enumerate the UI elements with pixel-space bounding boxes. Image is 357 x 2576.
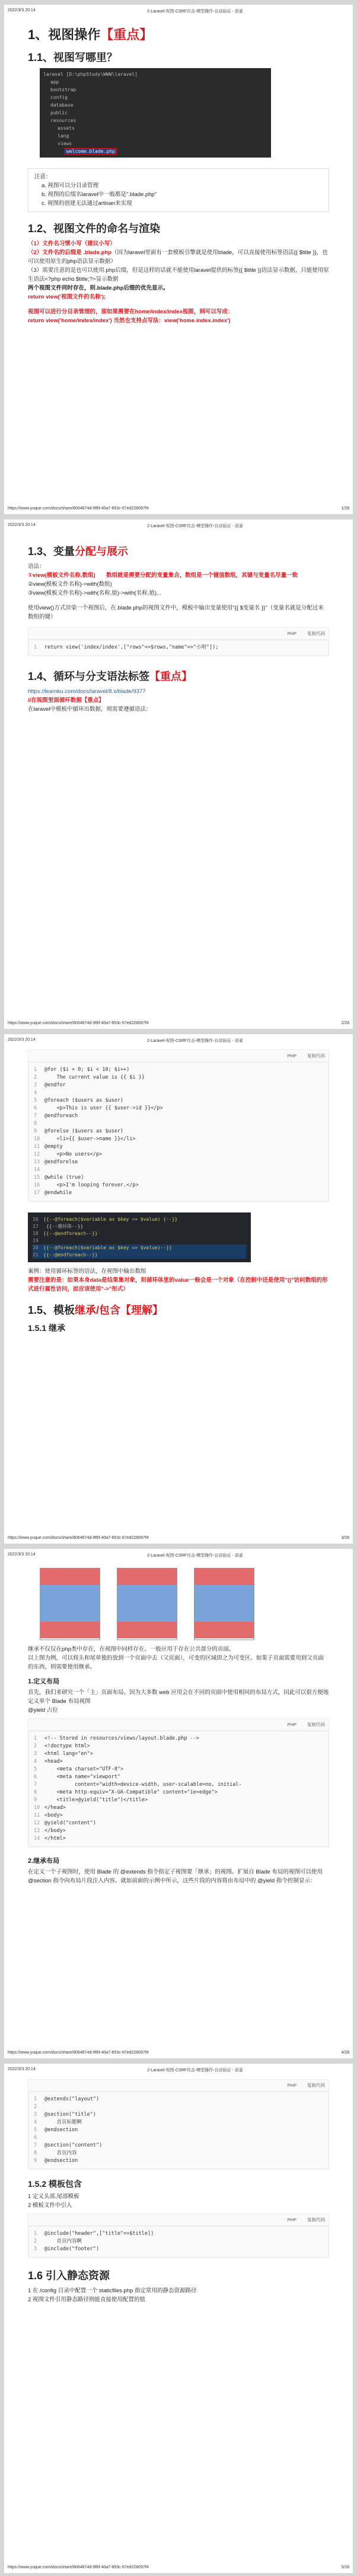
doc-page-3: 2022/3/3 20:14 2-Laravel-视图-CSRF攻击-模型操作-自动验证 - 语雀 PHP 复制代码 1 @for ($i = 0; $i < 10; $i++) 2 The current value is {{ $i }} 3 @endfor 4 5 @foreach ($users as $user) 6 <p>This is user {{ $user->id }}</p> 7 @endforeach 8 9 @forelse ($users as $user) 10 <li>{{ $user->name }}</li> 11 @empty 12 <p>No users</p> 13 @endforelse 14 15 @while (true) 16 <p>I'm looping forever.</p> 17 @endwhile 16 {{--@foreach($variable as $key => $value) {--}} 17 {{--循环体--}} 18 {{--@endforeach--}} 19 20 {{--@foreach($variable as $key => $value)--}} 21 {{--@endforeach--}} 案例：使用循环标签的语法，在视图中输出数组 需要注意的是：如果本身data是结果集对象，则循环体里的value一般会是一个对象（在控制中还是使用"()"访问数组的形式进行属性访问，而应该使用"->"形式） 1.5、模板继承/包含【理解】 1.5.1 继承 https://www.yuque.com/docs/share/8064874d-9f6f-40a7-853c-67ed228097f# 3/28 <box>4 1034 353 1544</box>
code-line: 12 @yield("content") <box>34 1820 96 1826</box>
subsection-title: 1.3、变量分配与展示 <box>28 546 129 557</box>
layout-diagram <box>28 1568 329 1645</box>
code-line: 7 @endforeach <box>34 1113 78 1119</box>
code-line: 14 </html> <box>34 1836 66 1842</box>
code-line: 6 <box>34 2135 37 2141</box>
note-box: 注意： a. 视图可以分目录管理 b. 视图的后缀名laravel中一般都是".blade.php" c. 视图的创建无法通过artisan来实现 <box>28 168 329 212</box>
code-block: PHP 复制代码 1 return view('index/index',["rows"=>$rows,"name"=>"小明"]); <box>28 627 329 656</box>
page-footer: https://www.yuque.com/docs/share/8064874d-9f6f-40a7-853c-67ed228097f# 1/28 <box>8 506 349 511</box>
docs-link[interactable]: https://learnku.com/docs/laravel/8.x/blade/9377 <box>28 688 146 695</box>
code-line: 13 @endforelse <box>34 1159 78 1165</box>
page-footer: https://www.yuque.com/docs/share/8064874d-9f6f-40a7-853c-67ed228097f# 2/28 <box>8 1021 349 1025</box>
code-block: PHP 复制代码 1 @extends("layout") 2 3 @section("title") 4 首页标题啊 5 @endsection 6 7 @section("content") 8 首页内容 9 @endsection <box>28 2079 329 2170</box>
code-line: 5 @foreach ($users as $user) <box>34 1098 124 1103</box>
code-line: 10 </head> <box>34 1805 66 1811</box>
code-line: 14 <box>34 1167 40 1173</box>
copy-code-button[interactable]: 复制代码 <box>307 631 325 636</box>
doc-page-5: 2022/3/3 20:14 2-Laravel-视图-CSRF攻击-模型操作-自动验证 - 语雀 PHP 复制代码 1 @extends("layout") 2 3 @section("title") 4 首页标题啊 5 @endsection 6 7 @section("content") 8 首页内容 9 @endsection 1.5.2 模板包含 1 定义头部,尾部模板 2 模板文件中引入 PHP 复制代码 1 @include("header",["title"=>$title]) 2 首页内容啊 3 @include("footer") 1.6 引入静态资源 1 在 /config 目录中配置一个 staticfiles.php 指定常用的静态资源路径 2 视图文件引用静态路径则能直接使用配置的值 https://www.yuque.com/docs/share/8064874d-9f6f-40a7-853c-67ed228097f# 5/28 <box>4 2064 353 2573</box>
code-line: 2 <box>34 2104 37 2110</box>
doc-page-1: 2022/3/3 20:14 2-Laravel-视图-CSRF攻击-模型操作-自动验证 - 语雀 1、视图操作【重点】 1.1、视图写哪里？ laravel [D:\phpStudy\WWW\laravel] app bootstrap config database public resources assets lang views welcome.blade.php 注意： a. 视图可以分目录管理 b. 视图的后缀名laravel中一般都是".blade.php" c. 视图的创建无法通过artisan来实现 1.2、视图文件的命名与渲染 （1）文件名习惯小写（建议小写） （2）文件名的后缀是 .blade.php（因为laravel里面有一套模板引擎就是使用blade，可以直接使用标签语法{{ $title }}，也可以使用原生的php语法显示数据） （3）需要注意的是也可以使用.php后缀，但是这样的话就不能使用laravel提供的标签{{ $title }}语法显示数据，只能使用原生语法<?php echo $title;?>显示数据 两个视图文件同时存在，则.blade.php后缀的优先显示。 return view('视图文件的名称'); 视图可以进行分目录管理的，那如果需要在home/index/index视图，则可以写成： return view('home/index/index') 当然也支持点写法：view('home.index.index') https://www.yuque.com/docs/share/8064874d-9f6f-40a7-853c-67ed228097f# 1/28 <box>4 5 353 514</box>
code-line: 3 @section("title") <box>34 2112 96 2118</box>
doc-page-2: 2022/3/3 20:14 2-Laravel-视图-CSRF攻击-模型操作-自动验证 - 语雀 1.3、变量分配与展示 语法： ①view(模板文件名称,数组) 数组就是需要分配的变量集合，数组是一个键值数组，其键与变量名尽量一致 ②view(模板文件名称)->with(数组) ③view(模板文件名称)->with(名称,值)->with(名称,值)... 使用view()方式渲染一个视图后，在.blade.php的视图文件中，模板中输出变量使用"{{ $变量名 }}"（变量名就是分配过来数组的键） PHP 复制代码 1 return view('index/index',["rows"=>$rows,"name"=>"小明"]); 1.4、循环与分支语法标签【重点】 https://learnku.com/docs/laravel/8.x/blade/9377 //在视图里面循环数据【重点】 在laravel中模板中循环出数据，则需要遵循语法： https://www.yuque.com/docs/share/8064874d-9f6f-40a7-853c-67ed228097f# 2/28 <box>4 519 353 1029</box>
subsection-title: 1.5、模板继承/包含【理解】 <box>28 1304 164 1316</box>
code-line: 8 <box>34 1121 37 1127</box>
code-line: 9 @endsection <box>34 2158 78 2164</box>
code-line: 1 @include("header",["title"=>$title]) <box>34 2231 154 2237</box>
code-line: 1 @extends("layout") <box>34 2096 100 2102</box>
code-line: 12 <p>No users</p> <box>34 1151 103 1157</box>
page-footer: https://www.yuque.com/docs/share/8064874d-9f6f-40a7-853c-67ed228097f# 3/28 <box>8 1536 349 1540</box>
code-block: PHP 复制代码 1 <!-- Stored in resources/views/layout.blade.php --> 2 <!doctype html> 3 <html lang="en"> 4 <head> 5 <meta charset="UTF-8"> 6 <meta name="viewport" 7 content="width=device-width, user-scalable=no, initial- 8 <meta http-equiv="X-UA-Compatible" content="ie=edge"> 9 <title>@yield("title")</title> 10 </head> 11 <body> 12 @yield("content") 13 </body> 14 </html> <box>28 1718 329 1847</box>
code-line: 11 @empty <box>34 1144 63 1150</box>
code-line: 13 </body> <box>34 1828 66 1834</box>
code-line: 9 @forelse ($users as $user) <box>34 1128 124 1134</box>
code-line: 3 @endfor <box>34 1082 66 1088</box>
code-line: 1 <!-- Stored in resources/views/layout.blade.php --> <box>34 1735 199 1741</box>
code-line: 4 首页标题啊 <box>34 2119 82 2125</box>
code-line: 11 <body> <box>34 1812 63 1818</box>
copy-code-button[interactable]: 复制代码 <box>307 1053 325 1058</box>
doc-page-4: 2022/3/3 20:14 2-Laravel-视图-CSRF攻击-模型操作-自动验证 - 语雀 继承不仅仅在php类中存在，在视图中同样存在。一般应用于存在公共部分的页面。 以上图为例，可以将头和尾单独的放到一个页面中去（父页面），可变的区域即之为可变区。如果子页面需要用到父页面的东西，则需要使用继承。 1.定义布局 首先，我们来研究一个「主」页面布局。因为大多数 web 应用会在不同的页面中使用相同的布局方式，因此可以很方便地定义单个 Blade 布局视图 @yield 占位 PHP 复制代码 1 <!-- Stored in resources/views/layout.blade.php --> 2 <!doctype html> 3 <html lang="en"> 4 <head> 5 <meta charset="UTF-8"> 6 <meta name="viewport" 7 content="width=device-width, user-scalable=no, initial- 8 <meta http-equiv="X-UA-Compatible" content="ie=edge"> 9 <title>@yield("title")</title> 10 </head> 11 <body> 12 @yield("content") 13 </body> 14 </html> 2.继承布局 在定义一个子视图时，使用 Blade 的 @extends 指令指定子视图要「继承」的视图。扩展自 Blade 布局的视图可以使用 @section 指令向布局片段注入内容。就如前面的示例中所示，这些片段的内容将由布局中的 @yield 指令控制显示： https://www.yuque.com/docs/share/8064874d-9f6f-40a7-853c-67ed228097f# 4/28 <box>4 1549 353 2058</box>
subsection-title: 1.1、视图写哪里？ <box>28 52 118 63</box>
copy-code-button[interactable]: 复制代码 <box>307 2217 325 2222</box>
code-block: PHP 复制代码 1 @for ($i = 0; $i < 10; $i++) 2 The current value is {{ $i }} 3 @endfor 4 5 @foreach ($users as $user) 6 <p>This is user {{ $user->id }}</p> 7 @endforeach 8 9 @forelse ($users as $user) 10 <li>{{ $user->name }}</li> 11 @empty 12 <p>No users</p> 13 @endforelse 14 15 @while (true) 16 <p>I'm looping forever.</p> 17 @endwhile <box>28 1050 329 1202</box>
code-line: 5 @endsection <box>34 2127 78 2133</box>
code-line: 8 <meta http-equiv="X-UA-Compatible" content="ie=edge"> <box>34 1789 218 1795</box>
code-line: 3 <html lang="en"> <box>34 1751 93 1757</box>
code-line: 4 <box>34 1090 37 1096</box>
file-tree-screenshot: laravel [D:\phpStudy\WWW\laravel] app bootstrap config database public resources assets lang views welcome.blade.php <box>40 68 271 158</box>
code-line: 6 <meta name="viewport" <box>34 1774 120 1780</box>
code-line: 9 <title>@yield("title")</title> <box>34 1797 148 1803</box>
code-line: 7 content="width=device-width, user-scalable=no, initial- <box>34 1782 242 1788</box>
code-line: 16 <p>I'm looping forever.</p> <box>34 1182 139 1188</box>
editor-screenshot: 16 {{--@foreach($variable as $key => $value) {--}} 17 {{--循环体--}} 18 {{--@endforeach--}} 19 20 {{--@foreach($variable as $key => $value)--}} 21 {{--@endforeach--}} <box>28 1212 251 1262</box>
code-line: 2 The current value is {{ $i }} <box>34 1074 145 1080</box>
subsubsection-title: 1.5.1 继承 <box>28 1323 66 1333</box>
code-line: 7 @section("content") <box>34 2142 103 2148</box>
code-line: 4 <head> <box>34 1759 63 1765</box>
code-line: 5 <meta charset="UTF-8"> <box>34 1766 124 1772</box>
code-line: 2 <!doctype html> <box>34 1743 90 1749</box>
code-line: 17 @endwhile <box>34 1190 72 1196</box>
code-block: PHP 复制代码 1 @include("header",["title"=>$title]) 2 首页内容啊 3 @include("footer") <box>28 2214 329 2258</box>
code-line: 8 首页内容 <box>34 2150 77 2156</box>
subsection-title: 1.4、循环与分支语法标签【重点】 <box>28 671 193 682</box>
code-line: 2 首页内容啊 <box>34 2238 82 2244</box>
code-line: 6 <p>This is user {{ $user->id }}</p> <box>34 1105 163 1111</box>
copy-code-button[interactable]: 复制代码 <box>307 1722 325 1727</box>
page-footer: https://www.yuque.com/docs/share/8064874d-9f6f-40a7-853c-67ed228097f# 4/28 <box>8 2051 349 2055</box>
section-title: 1、视图操作【重点】 <box>28 27 153 42</box>
copy-code-button[interactable]: 复制代码 <box>307 2083 325 2088</box>
subsection-title: 1.2、视图文件的命名与渲染 <box>28 223 161 235</box>
page-footer: https://www.yuque.com/docs/share/8064874d-9f6f-40a7-853c-67ed228097f# 5/28 <box>8 2565 349 2569</box>
code-line: 15 @while (true) <box>34 1175 84 1180</box>
code-line: 3 @include("footer") <box>34 2246 100 2252</box>
code-line: 1 @for ($i = 0; $i < 10; $i++) <box>34 1067 130 1073</box>
code-line: 10 <li>{{ $user->name }}</li> <box>34 1136 136 1142</box>
